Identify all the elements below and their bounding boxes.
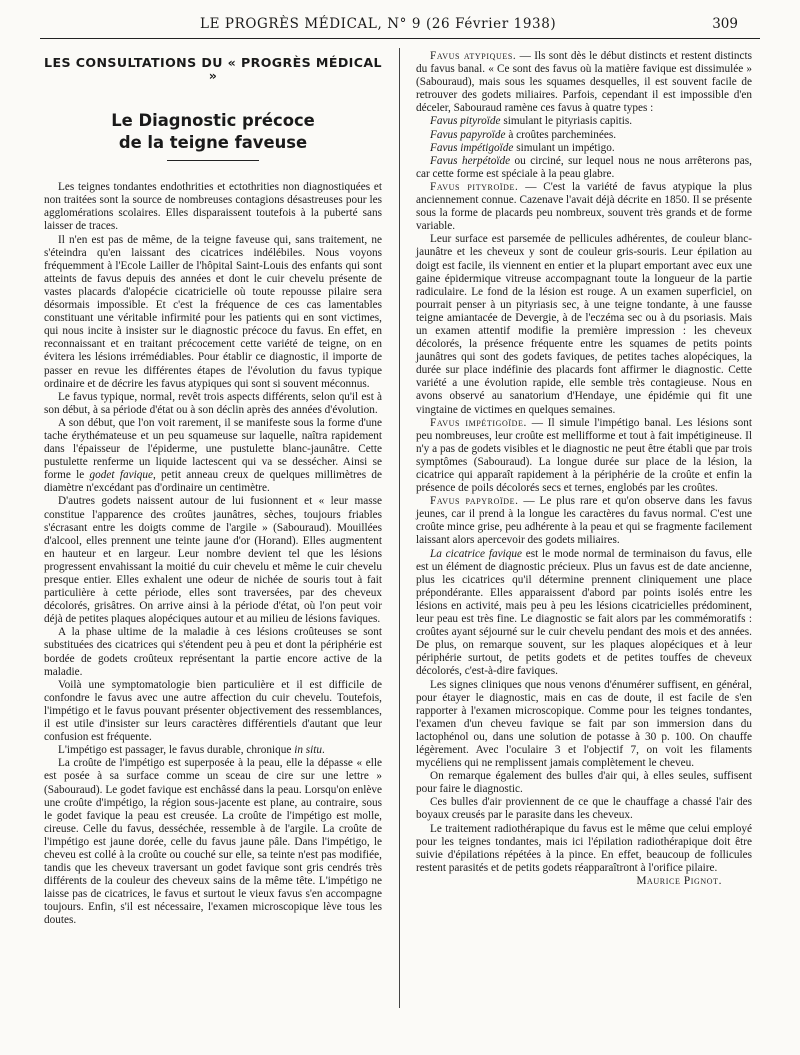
left-column — [44, 50, 382, 928]
godet-favique-term: godet favique — [89, 469, 153, 482]
column-divider — [399, 48, 400, 1008]
paragraph: Favus pityroïde. — C'est la variété de favus atypique la plus anciennement connue. Cazenave l'avait déjà décrite en 1850. Il se présente sous la forme de placards peu nombreux, souvent très grands et de forme variable. — [416, 180, 752, 233]
paragraph: Il n'en est pas de même, de la teigne faveuse qui, sans traitement, ne s'éteindra qu'en laissant des cicatrices indélébiles. Nous voyons fréquemment à l'Ecole Lailler de l'hôpital Saint-Louis des enfants qui sont atteints de favus depuis des années et dont le cuir chevelu présente de vastes placards d'alopécie cicatricielle où toute repousse pilaire sera désormais impossible. Et c'est la fréquence de ces cas lamentables constituant une véritable infirmité pour les patients qui en sont victimes, qui nous incite à insister sur le diagnostic précoce du favus. En effet, en reconnaissant et en traitant précocement cette variété de teigne, on en évitera les lésions irrémédiables. Pour établir ce diagnostic, il importe de passer en revue les différentes étapes de l'évolution du favus typique ordinaire et de décrire les favus atypiques qui sont si souvent méconnus. — [44, 233, 382, 390]
paragraph: Les teignes tondantes endothrities et ectothrities non diagnostiquées et non traitées sont la source de nombreuses contagions désastreuses pour les agglomérations scolaires. Elles disparaissent toutefois à la puberté sans laisser de traces. — [44, 181, 382, 233]
paragraph: D'autres godets naissent autour de lui fusionnent et « leur masse constitue l'apparence des croûtes jaunâtres, sèches, toujours friables s'écrasant entre les doigts comme de l'argile » (Sabouraud). Mouillées d'alcool, elles prennent une teinte jaune d'or (Horand). Elles augmentent en hauteur et en largeur. Leur nombre devient tel que les lésions progressent envahissant la moitié du cuir chevelu et même le cuir chevelu presque entier. Elles exhalent une odeur de nichée de souris tout à fait particulière à cette période, elles sont traversées, par des cheveux décolorés, grisâtres. On arrive ainsi à la période d'état, où l'on peut voir déjà de petites plaques alopéciques autour et au milieu de lésions faviques. — [44, 495, 382, 626]
subheading: Favus papyroïde. — [430, 495, 519, 508]
paragraph: Le favus typique, normal, revêt trois aspects différents, selon qu'il est à son début, à sa période d'état ou à son déclin après des années d'évolution. — [44, 390, 382, 416]
running-head — [0, 16, 800, 36]
title-rule — [167, 160, 259, 161]
paragraph: Leur surface est parsemée de pellicules adhérentes, de couleur blanc-jaunâtre et les cheveux y sont de couleur gris-souris. Leur épilation au doigt est facile, ils viennent en entier et la plupart emportant avec eux une gaine épidermique vitreuse accompagnant toute la longueur de la partie radiculaire. Le fond de la lésion est rouge. A un examen superficiel, on pourrait penser à un pityriasis sec, à une teigne tondante, à une fausse teigne amiantacée de Devergie, à de l'eczéma sec ou à du psoriasis. Mais un examen attentif modifie la première impression : les cheveux décolorés, la présence fréquente entre les squames de petits points jaunâtres qui sont des godets faviques, de petites taches alopéciques, la durée sur place indéfinie des placards font affirmer le diagnostic. Cette variété a une évolution rapide, elle semble très contagieuse. Nous en avons observé au sanatorium d'Hendaye, une épidémie qui fit une vingtaine de victimes en quelques semaines. — [416, 233, 752, 416]
author-signature: Maurice Pignot. — [636, 874, 722, 887]
paragraph: Favus atypiques. — Ils sont dès le début distincts et restent distincts du favus banal. « Ce sont des favus où la matière favique est dissimulée » (Sabouraud), mais sous les squames desquelles, il est souvent facile de retrouver des godets miliaires. Parfois, cependant il est impossible d'en déceler, Sabouraud ramène ces favus à quatre types : — [416, 50, 752, 115]
paragraph: A la phase ultime de la maladie à ces lésions croûteuses se sont substituées des cicatrices qui s'étendent peu à peu et dont la périphérie est bordée de godets croûteux représentant la partie encore active de la maladie. — [44, 626, 382, 678]
section-header: LES CONSULTATIONS DU « PROGRÈS MÉDICAL » — [44, 55, 382, 84]
subheading: Favus pityroïde. — [430, 180, 519, 193]
paragraph: L'impétigo est passager, le favus durable, chronique in situ. — [58, 744, 325, 757]
type-item: Favus impétigoïde simulant un impétigo. — [430, 141, 615, 154]
type-item: Favus papyroïde à croûtes parcheminées. — [430, 128, 617, 141]
paragraph: A son début, que l'on voit rarement, il se manifeste sous la forme d'une tache érythémateuse et un peu squameuse sur laquelle, naîtra rapidement dans l'épaisseur de l'épiderme, une pustulette blanc-jaunâtre. Cette pustulette renferme un liquide lactescent qui va se dessécher. Ainsi se forme le godet favique, petit anneau creux de quelques millimètres de diamètre n'excédant pas d'ordinaire un centimètre. — [44, 416, 382, 495]
running-title: LE PROGRÈS MÉDICAL, N° 9 (26 Février 1938) — [200, 16, 557, 32]
type-item: Favus pityroïde simulant le pityriasis capitis. — [430, 115, 633, 128]
header-rule — [40, 38, 760, 39]
article-title-line-1: Le Diagnostic précoce — [111, 111, 315, 131]
paragraph: Voilà une symptomatologie bien particulière et il est difficile de confondre le favus avec une autre affection du cuir chevelu. Toutefois, l'impétigo et le favus pouvant présenter objectivement des ressemblances, il est utile d'insister sur leurs caractères différentiels d'autant que leur confusion est fréquente. — [44, 678, 382, 744]
paragraph: Les signes cliniques que nous venons d'énumérer suffisent, en général, pour étayer le diagnostic, mais en cas de doute, il est facile de s'en rapporter à l'examen microscopique. Comme pour les teignes tondantes, l'examen d'un cheveu favique se fait par son immersion dans du lactophénol ou, dans une solution de potasse à 30 p. 100. On chauffe légèrement. Avec l'oculaire 3 et l'objectif 7, on voit les filaments mycéliens qui ne remplissent jamais complètement le cheveu. — [416, 678, 752, 770]
type-item: Favus herpétoïde ou circiné, sur lequel nous ne nous arrêterons pas, car cette forme est spéciale à la peau glabre. — [416, 154, 752, 180]
paragraph: La croûte de l'impétigo est superposée à la peau, elle la dépasse « elle est posée à sa surface comme un sceau de cire sur une lettre » (Sabouraud). Le godet favique est enchâssé dans la peau. Lorsqu'on enlève une croûte d'impétigo, la région sous-jacente est plane, au contraire, sous le godet favique la peau est creusée. La croûte de l'impétigo est molle, cireuse. Celle du favus, desséchée, ressemble à de l'argile. La croûte de l'impétigo est jaune dorée, celle du favus jaune pâle. Dans l'impétigo, le cheveu est collé à la croûte ou couché sur elle, sa teinte n'est pas modifiée, tandis que les cheveux traversant un godet favique sont gris cendrés très différents de la couleur des cheveux sains de la même tête. L'impétigo ne laisse pas de cicatrices, le favus et surtout le vieux favus s'en accompagne toujours. Enfin, s'il est nécessaire, l'examen microscopique lève tous les doutes. — [44, 757, 382, 927]
right-column — [416, 50, 752, 888]
paragraph: Le traitement radiothérapique du favus est le même que celui employé pour les teignes tondantes, mais ici l'épilation radiothérapique doit être suivie d'épilations répétées à la pince. En effet, beaucoup de follicules restent parasités et de petits godets réapparaîtront à l'orifice pilaire. — [416, 822, 752, 874]
paragraph: On remarque également des bulles d'air qui, à elles seules, suffisent pour faire le diagnostic. — [416, 770, 752, 796]
article-title — [44, 110, 382, 154]
article-title-line-2: de la teigne faveuse — [118, 133, 308, 153]
page-number: 309 — [712, 16, 738, 32]
subheading: Favus atypiques. — [430, 50, 517, 62]
subheading: Favus impétigoïde. — [430, 416, 527, 429]
paragraph: La cicatrice favique est le mode normal de terminaison du favus, elle est un élément de diagnostic précieux. Plus un favus est de date ancienne, plus les cicatrices qu'il détermine prennent cliniquement une place prépondérante. Elles apparaissent d'abord par points isolés entre les lésions en activité, mais peu à peu les lésions cicatricielles prédominent, leur peau est très fine. Le diagnostic se fait alors par les commémoratifs : croûtes ayant séjourné sur le cuir chevelu pendant des mois et des années. De plus, on remarque souvent, sur les plaques alopéciques et à leur périphérie surtout, de petits godets et de petites touffes de cheveux décolorés, c'est-à-dire faviques. — [416, 547, 752, 678]
paragraph: Ces bulles d'air proviennent de ce que le chauffage a chassé l'air des boyaux creusés par le parasite dans les cheveux. — [416, 796, 752, 822]
paragraph: Favus impétigoïde. — Il simule l'impétigo banal. Les lésions sont peu nombreuses, leur croûte est mellifforme et tout à fait impétigineuse. Il n'y a pas de godets visibles et le diagnostic ne peut être établi que par trois symptômes (Sabouraud). La longue durée sur place de la lésion, la cicatrice qui apparaît rapidement à la périphérie de la croûte et enfin la présence de poils décolorés secs et ternes, englobés par les croûtes. — [416, 416, 752, 495]
paragraph: Favus papyroïde. — Le plus rare et qu'on observe dans les favus jeunes, car il prend à la longue les caractères du favus normal. C'est une croûte mince grise, peu adhérente à la peau et qui se fragmente facilement laissant alors apercevoir des godets miliaires. — [416, 495, 752, 547]
